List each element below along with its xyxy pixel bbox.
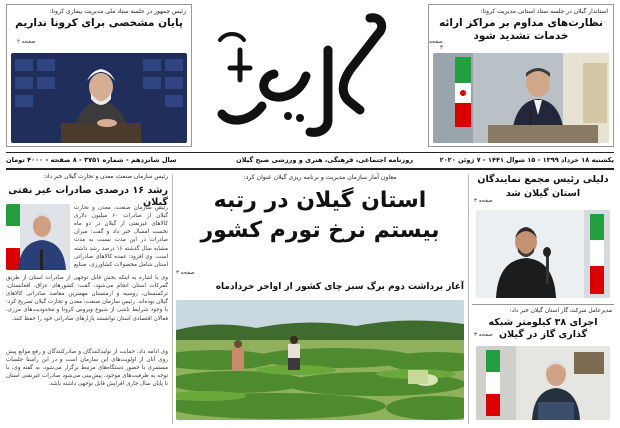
top-left-page-ref: صفحه ۲: [17, 39, 36, 45]
top-right-page-ref: صفحه ۳: [429, 39, 443, 51]
right-story1-page-ref: صفحه ۳: [474, 198, 493, 204]
date-rule: [6, 168, 614, 170]
top-left-headline[interactable]: پایان مشخصی برای کرونا نداریم: [15, 17, 183, 30]
left-column: [6, 174, 168, 424]
masthead-subtitle: روزنامه اجتماعی، فرهنگی، هنری و ورزشی صبح گیلان: [236, 156, 414, 164]
right-divider: [472, 304, 614, 305]
left-column-rule: [172, 174, 173, 424]
top-left-story[interactable]: [6, 4, 192, 147]
right-column: [472, 174, 614, 424]
top-left-kicker: رئیس جمهور در جلسه ستاد ملی مدیریت بیماری کرونا:: [49, 8, 186, 15]
left-body-3: وی ادامه داد: حمایت از تولیدکنندگان و صادرکنندگان و رفع موانع پیش روی آنان از اولویت‌های این سازمان است و در این راستا جلسات مستمری با حضور دستگاه‌های مرتبط برگزار می‌شود. به گفته وی، با توجه به ظرفیت‌های موجود، پیش‌بینی می‌شود صادرات غیرنفتی استان تا پایان سال جاری افزایش قابل توجهی داشته باشد.: [6, 349, 168, 388]
lead-page-ref: صفحه ۳: [176, 270, 195, 276]
lead-kicker: معاون آمار سازمان مدیریت و برنامه ریزی گیلان عنوان کرد:: [243, 174, 397, 181]
gas-director-photo: [476, 346, 610, 420]
top-rule: [6, 152, 614, 153]
right-story2-kicker: مدیرعامل شرکت گاز استان گیلان خبر داد:: [509, 308, 612, 314]
lead-sub-headline[interactable]: آغاز برداشت دوم برگ سبز چای کشور از اواخر خردادماه: [215, 282, 464, 292]
right-story2-headline[interactable]: اجرای ۳۸ کیلومتر شبکه گذاری گاز در گیلان: [488, 317, 598, 340]
lead-headline-line2[interactable]: بیستم نرخ تورم کشور: [200, 217, 440, 243]
representative-photo: [476, 210, 610, 298]
left-headline[interactable]: رشد ۱۶ درصدی صادرات غیر نفتی گیلان: [8, 184, 168, 208]
top-right-kicker: استاندار گیلان در جلسه ستاد استانی مدیریت کرونا:: [480, 8, 608, 15]
right-story2-page-ref: صفحه ۳: [474, 332, 493, 338]
governor-photo: [433, 53, 609, 143]
left-body-2: وی با اشاره به اینکه بخش قابل توجهی از صادرات استان از طریق گمرکات استان انجام می‌شود، گفت: کشورهای عراق، افغانستان، ترکمنستان، روسیه و ارمنستان مهمترین مقاصد صادراتی کالاهای گیلان بوده‌اند. رئیس سازمان صنعت، معدن و تجارت گیلان تصریح کرد: با وجود شرایط ناشی از شیوع ویروس کرونا و محدودیت‌های مرزی، فعالان اقتصادی استان توانستند بازارهای صادراتی خود را حفظ کنند.: [6, 275, 168, 322]
right-column-rule: [468, 174, 469, 424]
top-right-headline[interactable]: نظارت‌های مداوم بر مراکز ارائه خدمات تشدید شود: [439, 17, 603, 43]
issue-line: سال شانزدهم - شماره ۳۷۵۱ - ۸ صفحه - ۴۰۰۰ تومان: [6, 156, 177, 164]
masthead-logo: [210, 10, 410, 140]
trade-director-photo: [6, 204, 70, 270]
right-story1-kicker[interactable]: دلیلی رئیس مجمع نمایندگان: [477, 174, 609, 185]
left-body-1: رئیس سازمان صنعت، معدن و تجارت گیلان از صادرات ۶۰ میلیون دلاری کالاهای غیرنفتی از گیلان در دو ماه نخست امسال خبر داد و گفت: میزان صادرات در این مدت نسبت به مدت مشابه سال گذشته ۱۶ درصد رشد داشته است. وی افزود: عمده کالاهای صادراتی استان شامل محصولات کشاورزی، صنایع: [74, 205, 168, 268]
lead-story[interactable]: [176, 174, 464, 424]
date-line: یکشنبه ۱۸ خرداد ۱۳۹۹ - ۱۵ شوال ۱۴۴۱ - ۷ ژوئن ۲۰۲۰: [439, 156, 614, 164]
right-story1-headline[interactable]: استان گیلان شد: [505, 187, 581, 199]
lead-headline-line1[interactable]: استان گیلان در رتبه: [213, 188, 427, 214]
tea-field-photo: [176, 300, 464, 420]
left-kicker: رئیس سازمان صنعت، معدن و تجارت گیلان خبر داد:: [43, 174, 168, 180]
top-right-story[interactable]: [428, 4, 614, 147]
president-photo: [11, 53, 187, 143]
